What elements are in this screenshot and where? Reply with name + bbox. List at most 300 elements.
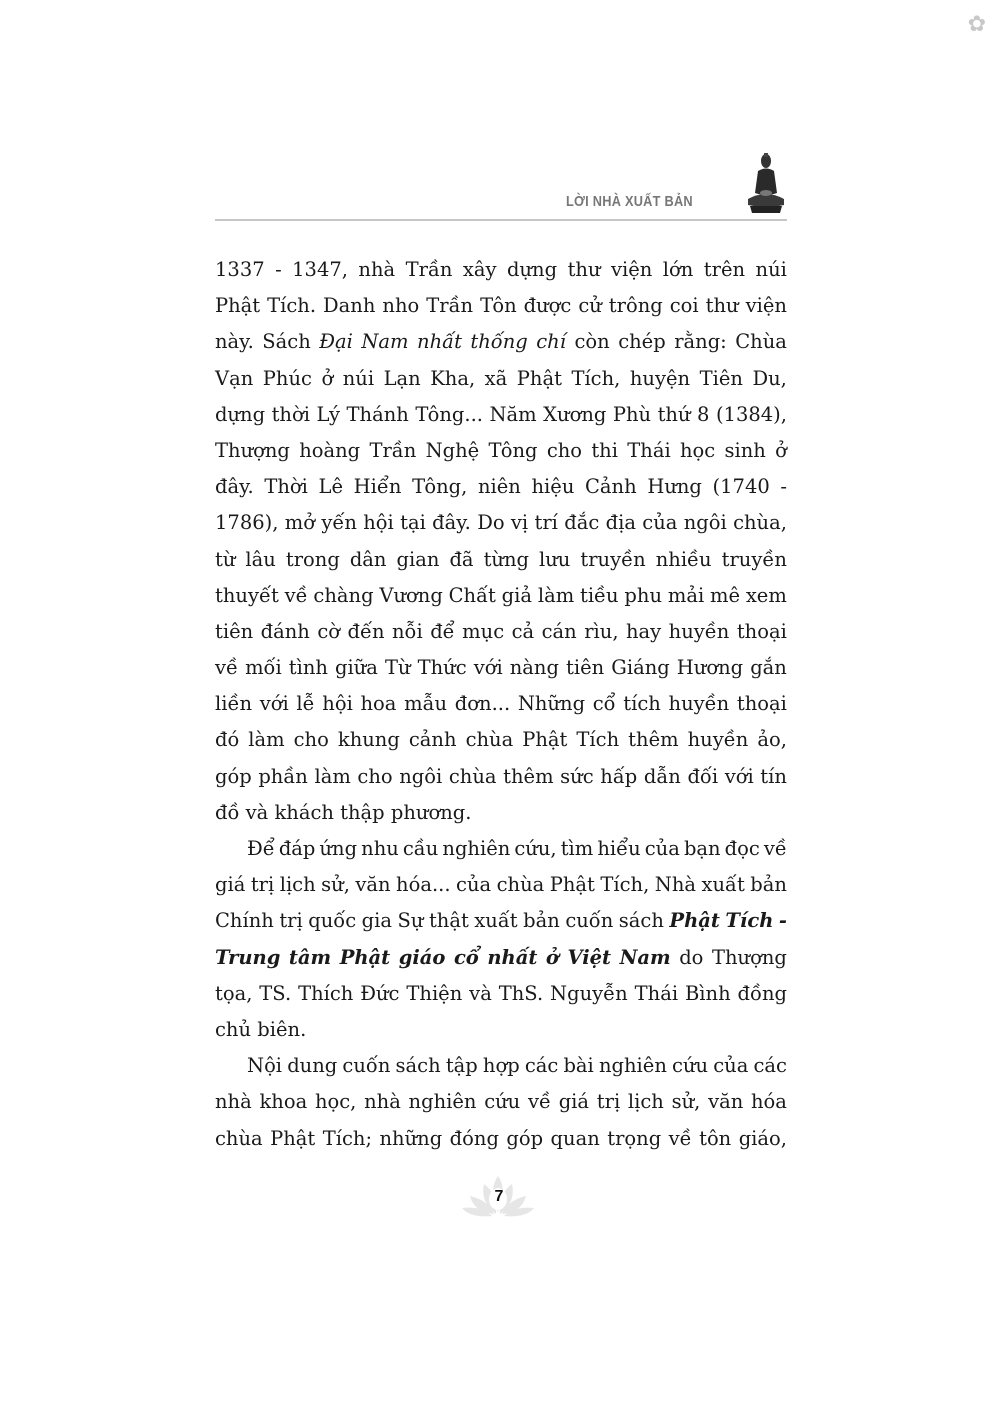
word: thật xyxy=(428,909,469,933)
word: cứu xyxy=(484,1090,521,1114)
word: xuất xyxy=(474,909,518,933)
text-line xyxy=(215,469,787,505)
word: Tích xyxy=(576,728,620,752)
word: cổ xyxy=(592,692,616,716)
word: ảo, xyxy=(757,728,787,752)
word: mê xyxy=(709,583,741,607)
text-line xyxy=(215,650,787,686)
word: Nội xyxy=(247,1054,283,1078)
word: huyền xyxy=(668,692,730,716)
word: thập xyxy=(340,800,391,824)
word: chàng xyxy=(313,583,374,607)
word: giáo xyxy=(398,945,446,969)
word: của xyxy=(713,1054,749,1078)
word: xem xyxy=(745,583,787,607)
text-line xyxy=(215,976,787,1012)
word: đồ xyxy=(215,800,246,824)
text-line xyxy=(215,361,787,397)
word: Thái xyxy=(634,981,679,1005)
word: hóa xyxy=(750,1090,787,1114)
word: Nghệ xyxy=(425,438,480,462)
word: Phật xyxy=(270,1126,316,1150)
word: góp xyxy=(506,1126,544,1150)
word: viện xyxy=(610,258,653,281)
word: ở xyxy=(321,366,334,390)
word: Tiên xyxy=(699,366,743,390)
word: ThS. xyxy=(498,981,544,1005)
word: đồng xyxy=(737,981,787,1005)
word: nghiên xyxy=(442,837,511,860)
word: mối xyxy=(245,656,282,680)
word: Đại xyxy=(319,330,353,354)
word: Lạn xyxy=(383,366,421,390)
word: núi xyxy=(755,258,787,281)
word: bài xyxy=(563,1054,594,1078)
word: rìu, xyxy=(584,619,619,643)
word: vị xyxy=(510,511,529,535)
word: chí xyxy=(536,330,566,354)
text-line xyxy=(215,578,787,614)
word: nhà xyxy=(364,1090,401,1114)
word: nhu xyxy=(361,837,399,860)
word: núi xyxy=(342,366,375,390)
word: cảnh xyxy=(408,728,457,752)
word: (1740 xyxy=(712,475,770,499)
word: tâm xyxy=(288,945,332,969)
text-line xyxy=(215,1048,787,1084)
word: thư xyxy=(567,258,601,281)
word: Nam xyxy=(619,945,671,969)
word: lưu xyxy=(539,547,571,571)
word: thuyết xyxy=(215,583,279,607)
word: học xyxy=(679,438,716,462)
word: Chính xyxy=(215,909,274,933)
text-line xyxy=(215,795,787,831)
word: khoa xyxy=(259,1090,308,1114)
word: Trung xyxy=(215,945,281,969)
word: gắn xyxy=(750,656,787,680)
word: Lê xyxy=(318,475,344,499)
word: về xyxy=(215,656,239,680)
text-line xyxy=(215,1012,787,1048)
word: 1347, xyxy=(292,258,348,281)
text-line xyxy=(215,505,787,541)
word: hợp xyxy=(482,1054,520,1078)
word: các xyxy=(753,1054,787,1078)
word: rằng: xyxy=(674,330,727,354)
word: còn xyxy=(574,330,610,354)
word: này. xyxy=(215,330,254,354)
word: chép xyxy=(618,330,666,354)
word: làm xyxy=(248,728,285,752)
word: giáo, xyxy=(738,1126,787,1150)
word: Sự xyxy=(397,909,424,933)
word: đây. xyxy=(432,511,471,535)
word: từ xyxy=(215,547,236,571)
word: đối xyxy=(687,764,719,788)
text-line xyxy=(215,722,787,758)
word: nghiên xyxy=(408,1090,477,1114)
word: Chùa xyxy=(735,330,787,354)
word: Tích; xyxy=(322,1126,373,1150)
word: học, xyxy=(314,1090,357,1114)
word: lễ xyxy=(296,692,315,716)
word: bản xyxy=(523,909,560,933)
word: cờ xyxy=(317,619,341,643)
word: Phù xyxy=(612,402,652,426)
word: xây xyxy=(462,258,497,281)
word: Nhà xyxy=(654,873,697,897)
word: nhất xyxy=(487,945,538,969)
word: gia xyxy=(361,909,393,933)
word: Thích xyxy=(298,981,354,1005)
word: Tích. xyxy=(267,294,317,318)
word: mẫu xyxy=(404,692,448,716)
word: sức xyxy=(560,764,594,788)
word: mở xyxy=(284,511,315,535)
word: Trần xyxy=(426,294,474,318)
word: quan xyxy=(550,1126,600,1150)
word: thêm xyxy=(503,764,554,788)
word: phần xyxy=(258,764,308,788)
word: do xyxy=(679,945,704,969)
word: yến xyxy=(321,511,357,535)
word: ứng xyxy=(319,837,358,860)
word: coi xyxy=(669,294,699,318)
word: Bình xyxy=(684,981,731,1005)
word: trị xyxy=(596,1090,621,1114)
word: ngôi xyxy=(683,511,727,535)
text-line xyxy=(215,252,787,288)
word: lịch xyxy=(627,1090,664,1114)
word: từng xyxy=(483,547,529,571)
word: ngôi xyxy=(399,764,443,788)
word: Kha, xyxy=(430,366,476,390)
word: thứ xyxy=(657,402,691,426)
word: Cảnh xyxy=(585,475,637,499)
word: về xyxy=(284,583,308,607)
word: niên xyxy=(477,475,521,499)
word: trí xyxy=(534,511,558,535)
word: Phúc xyxy=(262,366,312,390)
word: tích xyxy=(623,692,661,716)
running-header-title: LỜI NHÀ XUẤT BẢN xyxy=(566,193,693,210)
word: nhất xyxy=(417,330,462,354)
word: trong xyxy=(285,547,340,571)
word: làm xyxy=(537,583,575,607)
word: Phật xyxy=(669,909,720,933)
word: Phật xyxy=(516,366,562,390)
word: cho xyxy=(293,728,329,752)
word: Hiển xyxy=(353,475,402,499)
word: Tông xyxy=(488,438,538,462)
page-number: 7 xyxy=(494,1188,504,1205)
word: nàng xyxy=(509,656,559,680)
word: với xyxy=(259,692,289,716)
word: ở xyxy=(545,945,559,969)
word: Năm xyxy=(489,402,537,426)
text-line xyxy=(215,867,787,903)
word: 8 xyxy=(697,402,710,426)
word: cứu xyxy=(672,1054,709,1078)
word: Thượng xyxy=(711,945,787,969)
word: nghiên xyxy=(598,1054,667,1078)
word: được xyxy=(523,294,572,318)
word: tín xyxy=(760,764,787,788)
text-line xyxy=(215,324,787,360)
word: sách xyxy=(395,1054,441,1078)
word: lớn xyxy=(662,258,694,281)
word: Vạn xyxy=(215,366,254,390)
word: - xyxy=(275,258,282,281)
word: Trần xyxy=(369,438,417,462)
word: ở xyxy=(775,438,787,462)
word: với xyxy=(473,656,503,680)
word: giả xyxy=(501,583,533,607)
word: trên xyxy=(703,258,746,281)
word: Tích, xyxy=(571,366,621,390)
word: Do xyxy=(477,511,505,535)
word: 1786), xyxy=(215,511,279,535)
word: truyền xyxy=(580,547,646,571)
word: thoại xyxy=(736,692,787,716)
word: tiên xyxy=(566,656,605,680)
word: nhà xyxy=(215,1090,252,1114)
word: Những xyxy=(517,692,586,716)
word: sử, xyxy=(321,873,350,897)
body-text xyxy=(215,252,787,1157)
word: xuất xyxy=(701,873,745,897)
word: góp xyxy=(215,764,252,788)
word: về xyxy=(668,1126,692,1150)
word: tiên xyxy=(215,619,254,643)
word: dựng xyxy=(215,402,266,426)
word: tại xyxy=(400,511,426,535)
word: giá xyxy=(558,1090,590,1114)
word: Thiện xyxy=(406,981,463,1005)
word: dung xyxy=(287,1054,338,1078)
word: hội xyxy=(363,511,394,535)
word: Lý xyxy=(316,402,341,426)
word: Đức xyxy=(360,981,400,1005)
word: nỗi xyxy=(392,619,423,643)
word: Tôn xyxy=(480,294,517,318)
word: văn xyxy=(708,1090,744,1114)
word: chùa xyxy=(448,764,497,788)
word: Chất xyxy=(448,583,496,607)
word: tình xyxy=(288,656,328,680)
word: trông xyxy=(608,294,663,318)
word: Thánh xyxy=(346,402,409,426)
word: hiệu xyxy=(531,475,575,499)
word: Tông, xyxy=(412,475,468,499)
word: biên. xyxy=(257,1017,307,1041)
word: bản xyxy=(750,873,787,897)
word: Thái xyxy=(627,438,671,462)
word: và xyxy=(469,981,492,1005)
text-line xyxy=(215,397,787,433)
word: huyện xyxy=(629,366,691,390)
word: dân xyxy=(349,547,387,571)
word: đọc xyxy=(724,837,760,860)
word: - xyxy=(780,475,787,499)
word: Để xyxy=(247,837,275,860)
word: hiểu xyxy=(597,837,641,860)
word: Giáng xyxy=(611,656,670,680)
word: Thời xyxy=(264,475,308,499)
word: lịch xyxy=(279,873,316,897)
word: thời xyxy=(271,402,310,426)
word: khung xyxy=(337,728,400,752)
word: chùa xyxy=(215,1126,263,1150)
word: về xyxy=(763,837,787,860)
word: trị xyxy=(250,873,275,897)
word: khách xyxy=(274,800,341,824)
word: phu xyxy=(624,583,663,607)
word: truyền xyxy=(721,547,787,571)
text-line xyxy=(215,831,787,867)
word: cho xyxy=(357,764,393,788)
word: của xyxy=(644,837,680,860)
word: Phật xyxy=(215,294,261,318)
word: sinh xyxy=(724,438,766,462)
word: thi xyxy=(591,438,618,462)
word: để xyxy=(430,619,455,643)
word: trọng xyxy=(607,1126,662,1150)
word: cuốn xyxy=(342,1054,391,1078)
word: huyền xyxy=(668,619,730,643)
header-divider xyxy=(215,219,787,221)
word: sách xyxy=(618,909,664,933)
word: hay xyxy=(626,619,662,643)
word: các xyxy=(524,1054,559,1078)
word: đắc xyxy=(564,511,600,535)
word: Thượng xyxy=(215,438,290,462)
word: tôn xyxy=(699,1126,732,1150)
word: hấp xyxy=(600,764,638,788)
text-line xyxy=(215,288,787,324)
text-line xyxy=(215,433,787,469)
word: đáp xyxy=(278,837,316,860)
text-line xyxy=(215,940,787,976)
word: chùa xyxy=(496,873,545,897)
word: - xyxy=(778,909,787,933)
word: cứu, xyxy=(514,837,557,860)
word: Sách xyxy=(262,330,311,354)
word: dựng xyxy=(507,258,558,281)
word: về xyxy=(527,1090,551,1114)
word: 1337 xyxy=(215,258,265,281)
word: trị xyxy=(279,909,303,933)
word: Danh xyxy=(323,294,376,318)
word: Tông... xyxy=(415,402,483,426)
word: thêm xyxy=(628,728,679,752)
word: nhiều xyxy=(655,547,712,571)
word: Phật xyxy=(549,873,595,897)
word: Vương xyxy=(379,583,443,607)
text-line xyxy=(215,686,787,722)
word: những xyxy=(379,1126,443,1150)
word: Xương xyxy=(543,402,607,426)
word: văn xyxy=(355,873,391,897)
word: thư xyxy=(705,294,739,318)
word: Tích xyxy=(725,909,774,933)
word: hoa xyxy=(360,692,397,716)
word: gian xyxy=(396,547,440,571)
flower-ornament-icon: ✿ xyxy=(967,12,986,37)
word: Trần xyxy=(405,258,453,281)
word: Nguyễn xyxy=(550,981,628,1005)
word: bạn xyxy=(683,837,721,860)
word: Việt xyxy=(567,945,612,969)
text-line xyxy=(215,759,787,795)
word: giữa xyxy=(335,656,378,680)
text-line xyxy=(215,1121,787,1157)
text-line xyxy=(215,1084,787,1120)
text-line xyxy=(215,542,787,578)
word: Hương xyxy=(676,656,744,680)
word: nhà xyxy=(358,258,396,281)
word: chủ xyxy=(215,1017,258,1041)
word: địa xyxy=(605,511,636,535)
buddha-statue-icon xyxy=(744,153,788,215)
word: phương. xyxy=(390,800,472,824)
word: huyền xyxy=(687,728,749,752)
word: đây. xyxy=(215,475,254,499)
word: cả xyxy=(511,619,535,643)
word: mục xyxy=(462,619,505,643)
word: cán xyxy=(541,619,577,643)
word: đóng xyxy=(449,1126,499,1150)
word: của xyxy=(642,511,678,535)
word: Phật xyxy=(522,728,568,752)
word: cử xyxy=(578,294,602,318)
word: thoại xyxy=(736,619,787,643)
word: làm xyxy=(314,764,351,788)
word: đó xyxy=(215,728,240,752)
word: đã xyxy=(449,547,474,571)
word: sử, xyxy=(671,1090,701,1114)
word: thống xyxy=(470,330,528,354)
word: Hưng xyxy=(647,475,702,499)
word: với xyxy=(724,764,754,788)
word: cuốn xyxy=(565,909,614,933)
word: cổ xyxy=(453,945,479,969)
word: viện xyxy=(745,294,787,318)
word: đơn... xyxy=(454,692,511,716)
word: giá xyxy=(215,873,246,897)
word: (1384), xyxy=(715,402,787,426)
word: TS. xyxy=(259,981,292,1005)
word: chùa xyxy=(465,728,514,752)
word: Phật xyxy=(339,945,391,969)
word: cầu xyxy=(402,837,439,860)
word: của xyxy=(456,873,492,897)
word: Từ xyxy=(384,656,411,680)
word: quốc xyxy=(308,909,357,933)
word: chùa, xyxy=(733,511,787,535)
word: đánh xyxy=(260,619,310,643)
word: hội xyxy=(322,692,353,716)
word: Du, xyxy=(752,366,787,390)
word: Thức xyxy=(417,656,467,680)
word: cho xyxy=(546,438,583,462)
word: mải xyxy=(667,583,705,607)
word: tiều xyxy=(579,583,619,607)
word: Nam xyxy=(361,330,409,354)
word: Tích, xyxy=(600,873,650,897)
word: hóa... xyxy=(396,873,451,897)
